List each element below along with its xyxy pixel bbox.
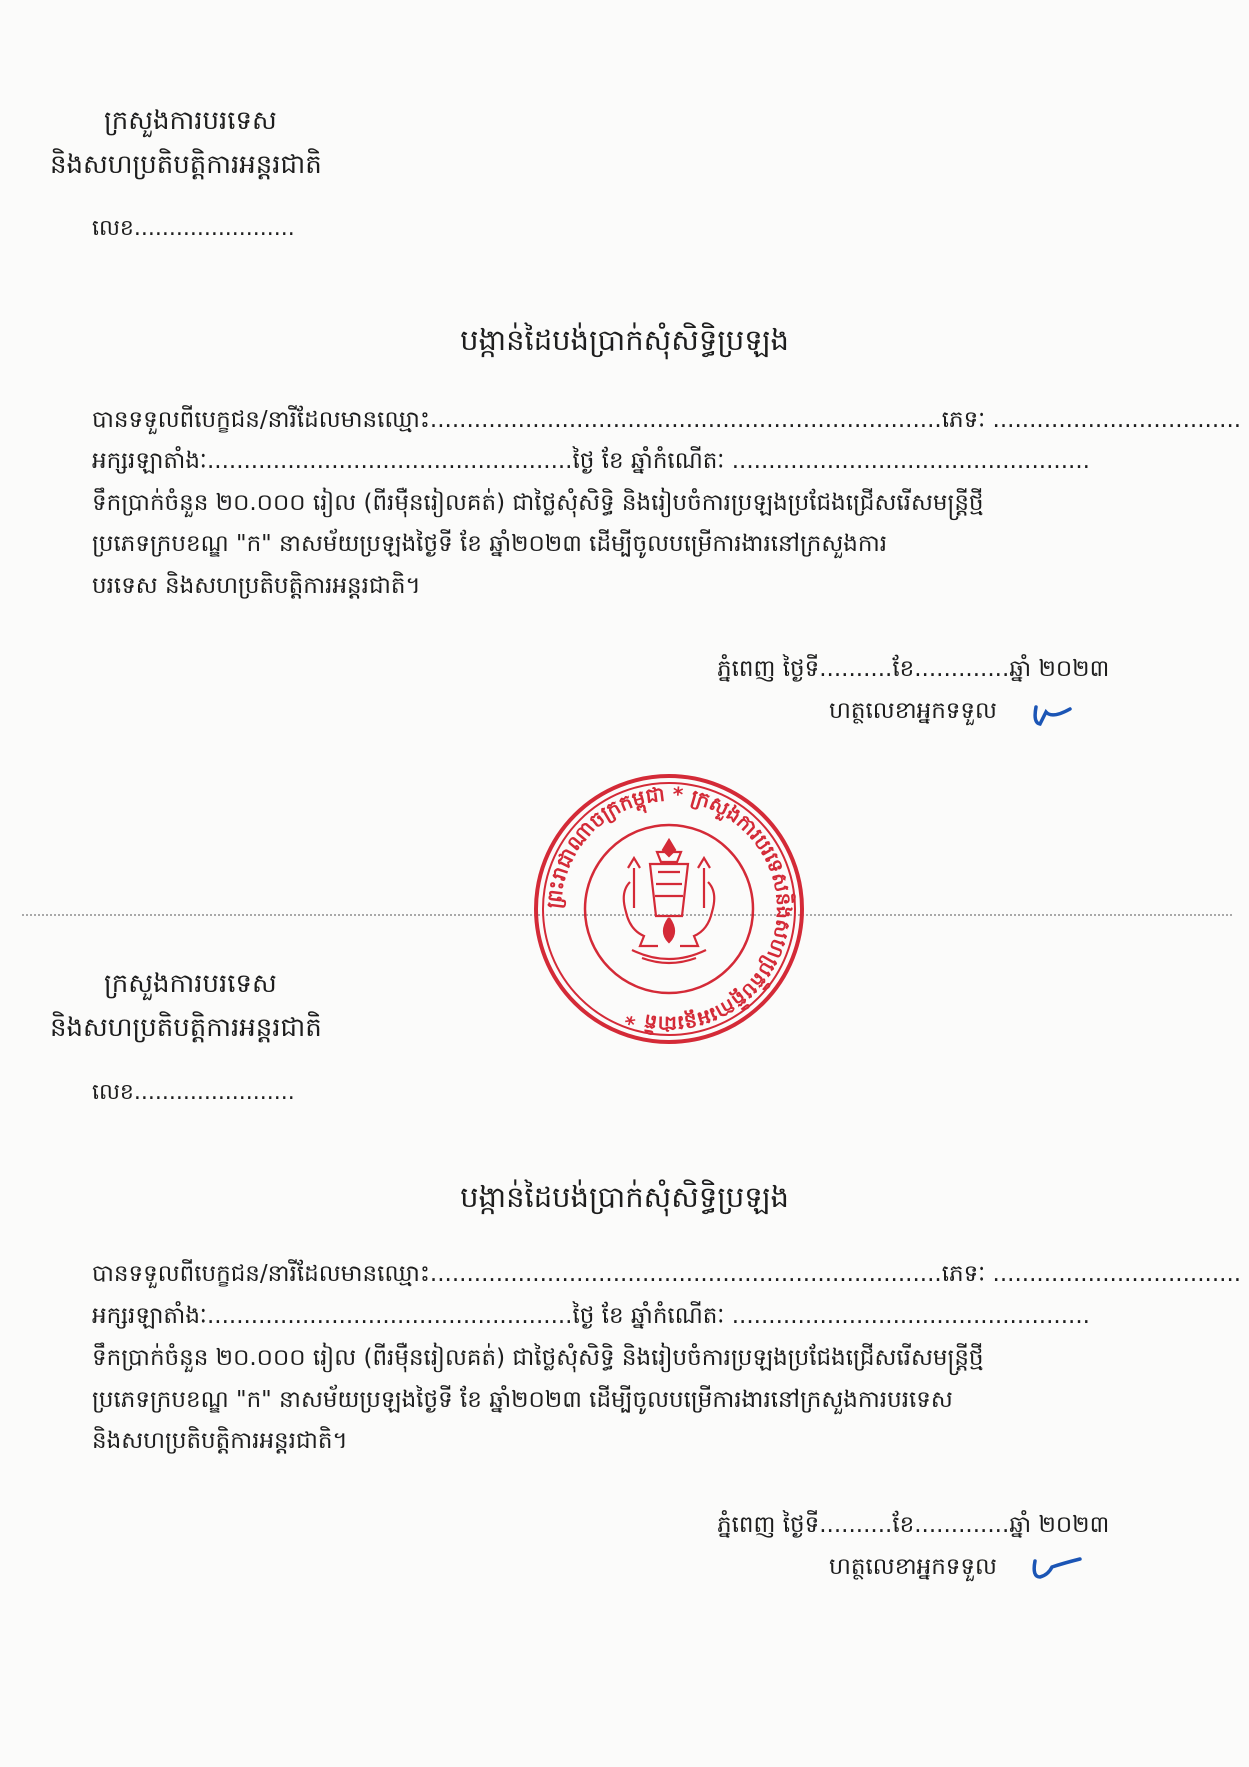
official-seal-stamp bbox=[532, 772, 806, 1046]
ministry-name-line1: ក្រសួងការបរទេស bbox=[104, 969, 277, 999]
amount-line: ទឹកប្រាក់ចំនួន ២០.០០០ រៀល (ពីរម៉ឺនរៀលគត់) ជាថ្លៃសុំសិទ្ធិ និងរៀបចំការប្រឡងប្រជែងជ្រើសរើសមន្ត្រីថ្មី bbox=[92, 1345, 984, 1371]
reference-number: លេខ....................... bbox=[92, 1080, 295, 1105]
amount-line: ទឹកប្រាក់ចំនួន ២០.០០០ រៀល (ពីរម៉ឺនរៀលគត់) ជាថ្លៃសុំសិទ្ធិ និងរៀបចំការប្រឡងប្រជែងជ្រើសរើសមន្ត្រីថ្មី bbox=[92, 490, 984, 516]
ministry-continuation-line: បរទេស និងសហប្រតិបត្តិការអន្តរជាតិ។ bbox=[92, 573, 421, 599]
ministry-continuation-line: និងសហប្រតិបត្តិការអន្តរជាតិ។ bbox=[92, 1428, 348, 1454]
receiver-signature-label: ហត្ថលេខាអ្នកទទួល bbox=[829, 1554, 997, 1580]
receipt-title: បង្កាន់ដៃបង់ប្រាក់សុំសិទ្ធិប្រឡង bbox=[460, 323, 789, 357]
coat-of-arms-emblem bbox=[624, 840, 715, 963]
latin-name-birthdate-line: អក្សរឡាតាំងៈ..................................................ថ្ងៃ ខែ ឆ្នាំកំណើតៈ ................................................. bbox=[92, 1303, 1090, 1329]
ministry-name-line2: និងសហប្រតិបត្តិការអន្តរជាតិ bbox=[50, 150, 322, 180]
receiver-signature-label: ហត្ថលេខាអ្នកទទួល bbox=[829, 698, 997, 724]
seal-text: ព្រះរាជាណាចក្រកម្ពុជា * ក្រសួងការបរទេសនិងសហប្រតិបត្តិការអន្តរជាតិ * bbox=[541, 781, 797, 1037]
receipt-title: បង្កាន់ដៃបង់ប្រាក់សុំសិទ្ធិប្រឡង bbox=[460, 1180, 789, 1214]
exam-category-line: ប្រភេទក្របខណ្ឌ "ក" នាសម័យប្រឡងថ្ងៃទី ខែ ឆ្នាំ២០២៣ ដើម្បីចូលបម្រើការងារនៅក្រសួងការ bbox=[92, 531, 888, 557]
exam-category-line: ប្រភេទក្របខណ្ឌ "ក" នាសម័យប្រឡងថ្ងៃទី ខែ ឆ្នាំ២០២៣ ដើម្បីចូលបម្រើការងារនៅក្រសួងការបរទេស bbox=[92, 1387, 953, 1413]
reference-number: លេខ....................... bbox=[92, 216, 295, 241]
signature-mark bbox=[1030, 1555, 1082, 1583]
signature-mark bbox=[1030, 703, 1072, 729]
ministry-name-line2: និងសហប្រតិបត្តិការអន្តរជាតិ bbox=[50, 1013, 322, 1043]
candidate-name-line: បានទទួលពីបេក្ខជន/នារីដែលមានឈ្មោះ......................................................................ភេទៈ .................................. bbox=[92, 407, 1242, 433]
place-date-line: ភ្នំពេញ ថ្ងៃទី..........ខែ.............ឆ្នាំ ២០២៣ bbox=[717, 1512, 1110, 1538]
candidate-name-line: បានទទួលពីបេក្ខជន/នារីដែលមានឈ្មោះ......................................................................ភេទៈ .................................. bbox=[92, 1261, 1242, 1287]
place-date-line: ភ្នំពេញ ថ្ងៃទី..........ខែ.............ឆ្នាំ ២០២៣ bbox=[717, 656, 1110, 682]
ministry-name-line1: ក្រសួងការបរទេស bbox=[104, 106, 277, 136]
latin-name-birthdate-line: អក្សរឡាតាំងៈ..................................................ថ្ងៃ ខែ ឆ្នាំកំណើតៈ ................................................. bbox=[92, 448, 1090, 474]
